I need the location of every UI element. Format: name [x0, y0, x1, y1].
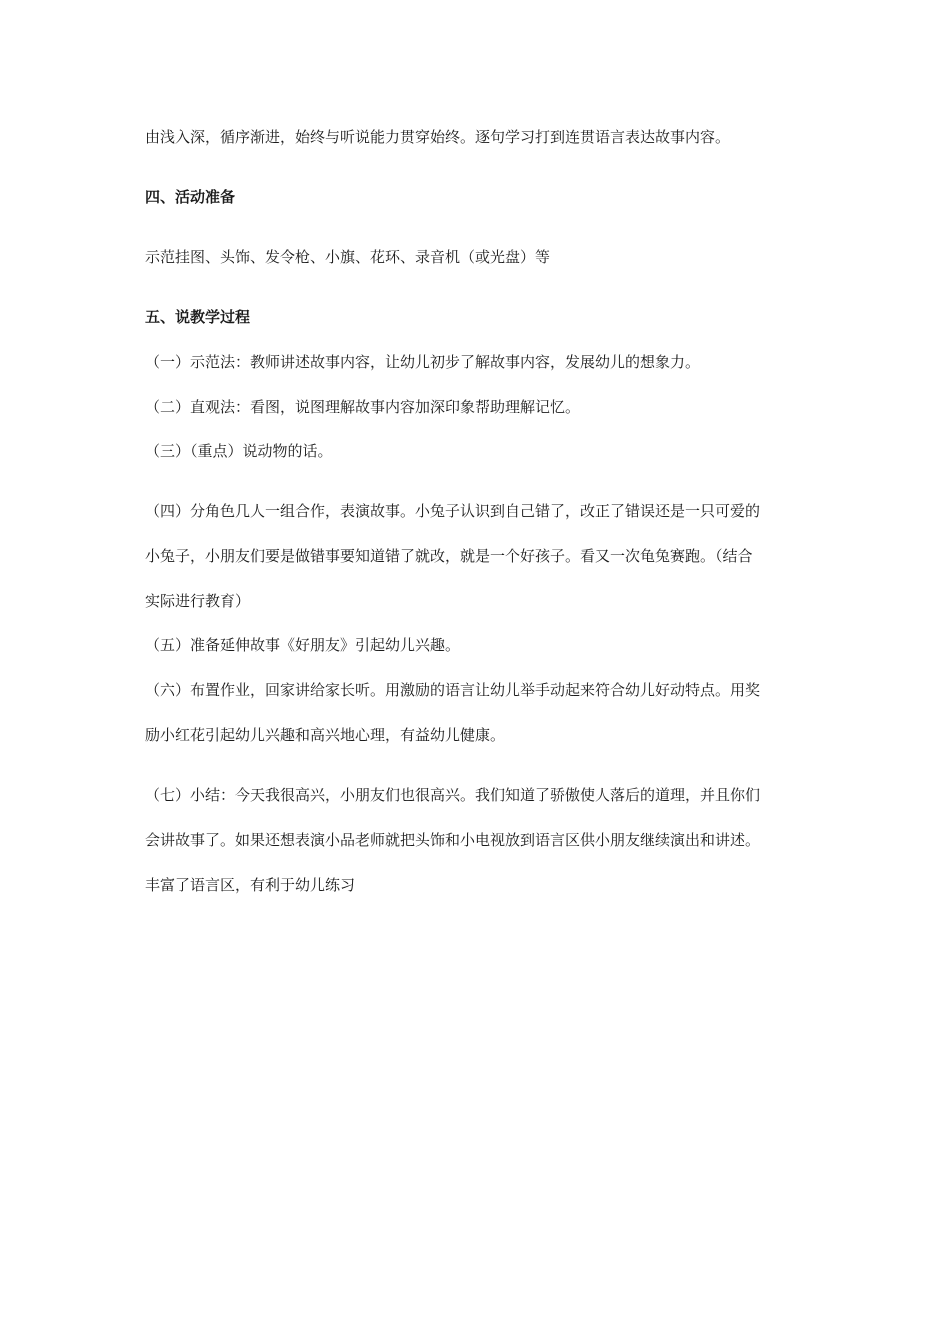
list-item-2: （二）直观法：看图，说图理解故事内容加深印象帮助理解记忆。: [145, 398, 581, 416]
list-item-7-cont: 丰富了语言区，有利于幼儿练习: [145, 876, 356, 894]
paragraph-line: 由浅入深，循序渐进，始终与听说能力贯穿始终。逐句学习打到连贯语言表达故事内容。: [145, 128, 731, 146]
list-item-4: （四）分角色几人一组合作，表演故事。小兔子认识到自己错了，改正了错误还是一只可爱的: [145, 502, 761, 520]
paragraph-line: 示范挂图、头饰、发令枪、小旗、花环、录音机（或光盘）等: [145, 248, 551, 266]
list-item-5: （五）准备延伸故事《好朋友》引起幼儿兴趣。: [145, 636, 461, 654]
list-item-1: （一）示范法：教师讲述故事内容，让幼儿初步了解故事内容，发展幼儿的想象力。: [145, 353, 701, 371]
section-heading-process: 五、说教学过程: [145, 308, 251, 326]
section-heading-preparation: 四、活动准备: [145, 188, 236, 206]
list-item-3: （三）（重点）说动物的话。: [145, 442, 333, 460]
list-item-4-cont: 小兔子，小朋友们要是做错事要知道错了就改，就是一个好孩子。看又一次龟兔赛跑。（结合: [145, 547, 753, 565]
list-item-6-cont: 励小红花引起幼儿兴趣和高兴地心理，有益幼儿健康。: [145, 726, 506, 744]
list-item-7-cont: 会讲故事了。如果还想表演小品老师就把头饰和小电视放到语言区供小朋友继续演出和讲述。: [145, 831, 761, 849]
list-item-6: （六）布置作业，回家讲给家长听。用激励的语言让幼儿举手动起来符合幼儿好动特点。用奖: [145, 681, 761, 699]
list-item-4-cont: 实际进行教育）: [145, 592, 251, 610]
list-item-7: （七）小结：今天我很高兴，小朋友们也很高兴。我们知道了骄傲使人落后的道理，并且你们: [145, 786, 761, 804]
